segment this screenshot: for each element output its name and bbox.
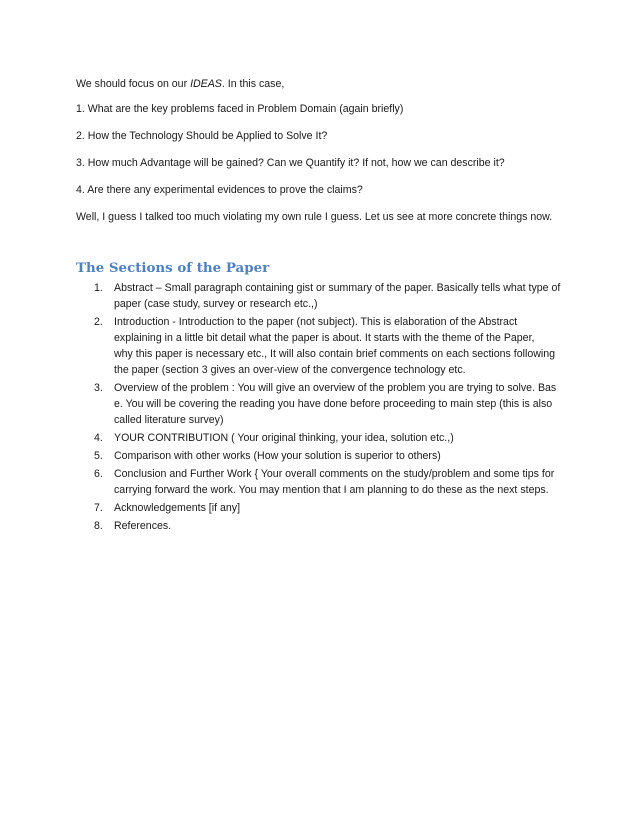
question-1: 1. What are the key problems faced in Problem Domain (again briefly) xyxy=(76,103,404,115)
section-item-line: why this paper is necessary etc., It will also contain brief comments on each sections following xyxy=(114,348,556,360)
section-item-line: Overview of the problem : You will give an overview of the problem you are trying to solve. Bas xyxy=(114,382,557,394)
section-item xyxy=(76,280,566,312)
focus-emphasis: IDEAS xyxy=(190,78,222,90)
section-item-line: Conclusion and Further Work { Your overall comments on the study/problem and some tips for xyxy=(114,468,555,480)
section-item-number: 6. xyxy=(94,468,103,480)
sections-list xyxy=(76,280,566,536)
question-3: 3. How much Advantage will be gained? Can we Quantify it? If not, how we can describe it? xyxy=(76,157,505,169)
focus-paragraph xyxy=(76,77,576,91)
focus-prefix: We should focus on our xyxy=(76,78,191,90)
section-item-line: e. You will be covering the reading you have done before proceeding to main step (this is also xyxy=(114,398,553,410)
section-item-number: 7. xyxy=(94,502,103,514)
section-item xyxy=(76,466,566,498)
section-item xyxy=(76,430,566,446)
section-item xyxy=(76,448,566,464)
section-item xyxy=(76,314,566,378)
section-item-number: 2. xyxy=(94,316,103,328)
section-item-line: explaining in a little bit detail what the paper is about. It starts with the theme of the Paper, xyxy=(114,332,535,344)
question-4: 4. Are there any experimental evidences to prove the claims? xyxy=(76,184,363,196)
section-item-line: called literature survey) xyxy=(114,414,224,426)
section-item-line: References. xyxy=(114,520,172,532)
section-item-line: the paper (section 3 gives an over-view of the convergence technology etc. xyxy=(114,364,466,376)
closing-paragraph: Well, I guess I talked too much violating my own rule I guess. Let us see at more concrete things now. xyxy=(76,211,553,223)
section-item xyxy=(76,518,566,534)
section-item-line: Comparison with other works (How your solution is superior to others) xyxy=(114,450,441,462)
section-item-line: paper (case study, survey or research etc.,) xyxy=(114,298,318,310)
section-item-line: Abstract – Small paragraph containing gist or summary of the paper. Basically tells what type of xyxy=(114,282,561,294)
section-item-number: 3. xyxy=(94,382,103,394)
section-item xyxy=(76,500,566,516)
section-item xyxy=(76,380,566,428)
section-item-line: YOUR CONTRIBUTION ( Your original thinking, your idea, solution etc.,) xyxy=(114,432,454,444)
focus-suffix: . In this case, xyxy=(221,78,285,90)
section-item-line: carrying forward the work. You may mention that I am planning to do these as the next steps. xyxy=(114,484,549,496)
section-item-number: 4. xyxy=(94,432,103,444)
section-item-line: Introduction - Introduction to the paper (not subject). This is elaboration of the Abstract xyxy=(114,316,518,328)
section-item-number: 5. xyxy=(94,450,103,462)
section-item-line: Acknowledgements [if any] xyxy=(114,502,241,514)
question-2: 2. How the Technology Should be Applied to Solve It? xyxy=(76,130,328,142)
section-heading: The Sections of the Paper xyxy=(76,260,270,276)
section-item-number: 8. xyxy=(94,520,103,532)
section-item-number: 1. xyxy=(94,282,103,294)
